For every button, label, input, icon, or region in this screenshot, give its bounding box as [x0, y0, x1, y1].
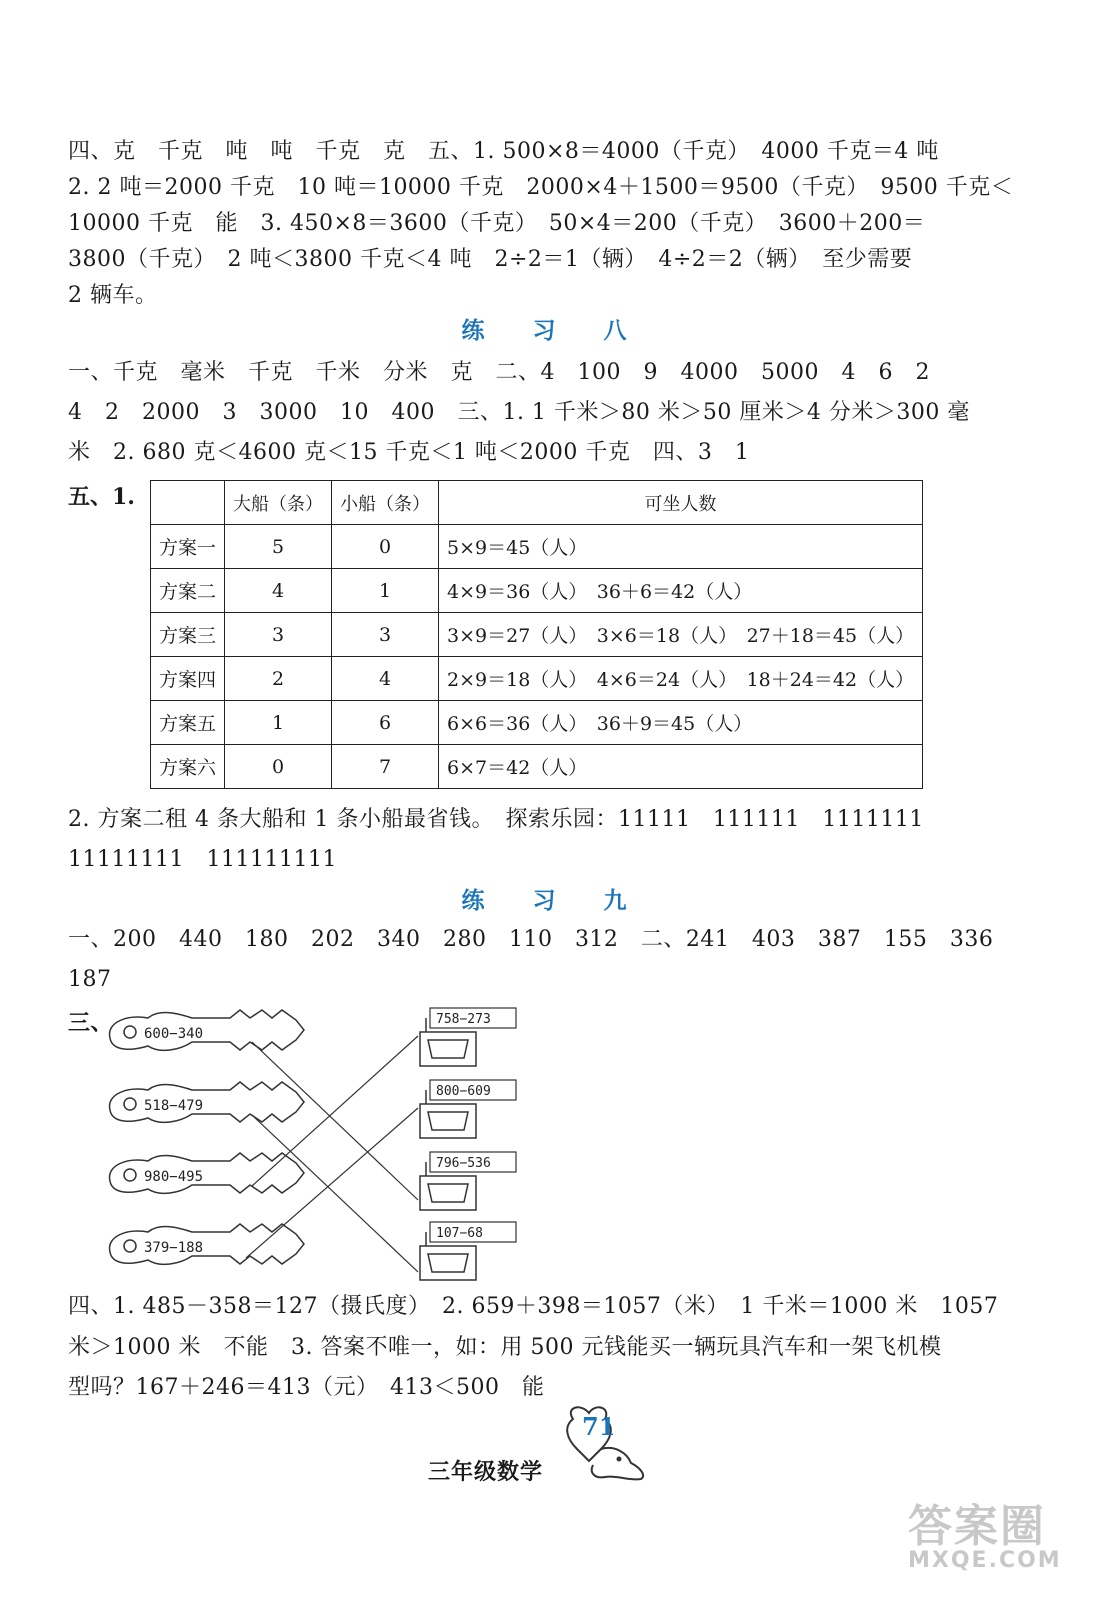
- table-row: [151, 525, 923, 569]
- boat-plan-table: [150, 480, 923, 789]
- answer-line: 米 2. 680 克＜4600 克＜15 千克＜1 吨＜2000 千克 四、3 1: [68, 440, 750, 465]
- lock-label: 107−68: [436, 1226, 483, 1241]
- table-cell: 方案三: [151, 613, 225, 657]
- table-row: [151, 613, 923, 657]
- table-cell: 方案四: [151, 657, 225, 701]
- answer-line: 4 2 2000 3 3000 10 400 三、1. 1 千米＞80 米＞50 厘米＞4 分米＞300 毫: [68, 400, 970, 425]
- table-cell: 方案六: [151, 745, 225, 789]
- lock-icon: [420, 1152, 516, 1210]
- table-cell: 方案二: [151, 569, 225, 613]
- answer-line: 型吗？167＋246＝413（元） 413＜500 能: [68, 1375, 545, 1400]
- table-cell: 方案五: [151, 701, 225, 745]
- table-row: [151, 745, 923, 789]
- lock-icon: [420, 1008, 516, 1066]
- table-cell: 3: [332, 613, 439, 657]
- table-cell: 4×9＝36（人） 36＋6＝42（人）: [439, 569, 923, 613]
- answer-line: 米＞1000 米 不能 3. 答案不唯一，如：用 500 元钱能买一辆玩具汽车和一架飞机模: [68, 1335, 942, 1360]
- table-cell: 5×9＝45（人）: [439, 525, 923, 569]
- table-cell: 1: [225, 701, 332, 745]
- lock-icon: [420, 1222, 516, 1280]
- key-icon: [110, 1082, 304, 1122]
- table-cell: 3×9＝27（人） 3×6＝18（人） 27＋18＝45（人）: [439, 613, 923, 657]
- key-label: 379−188: [144, 1240, 204, 1256]
- table-cell: 7: [332, 745, 439, 789]
- key-icon: [110, 1153, 304, 1193]
- lock-icon: [420, 1080, 516, 1138]
- match-line: [246, 1108, 418, 1258]
- table-header-cell: 可坐人数: [439, 481, 923, 525]
- table-cell: 5: [225, 525, 332, 569]
- table-cell: 2×9＝18（人） 4×6＝24（人） 18＋24＝42（人）: [439, 657, 923, 701]
- match-line: [252, 1042, 418, 1200]
- match-line: [252, 1036, 418, 1186]
- key-label: 518−479: [144, 1098, 204, 1114]
- key-lock-matching-diagram: [100, 1000, 520, 1290]
- answer-line: 11111111 111111111: [68, 847, 337, 872]
- answer-line: 2. 方案二租 4 条大船和 1 条小船最省钱。 探索乐园：11111 111111 1111111: [68, 807, 924, 832]
- table-row: [151, 657, 923, 701]
- section-heading-exercise-8: 练 习 八: [461, 318, 647, 344]
- table-header-cell: 大船（条）: [225, 481, 332, 525]
- table-cell: 0: [225, 745, 332, 789]
- answer-line: 187: [68, 967, 112, 992]
- table-row: [151, 569, 923, 613]
- watermark-text: 答案圈: [908, 1501, 1046, 1552]
- table-cell: 0: [332, 525, 439, 569]
- key-label: 980−495: [144, 1169, 204, 1185]
- answer-line: 四、1. 485－358＝127（摄氏度） 2. 659＋398＝1057（米） 1 千米＝1000 米 1057: [68, 1294, 999, 1319]
- lock-label: 800−609: [436, 1084, 491, 1099]
- table-cell: 4: [225, 569, 332, 613]
- answer-line: 2. 2 吨＝2000 千克 10 吨＝10000 千克 2000×4＋1500＝9500（千克） 9500 千克＜: [68, 175, 1014, 200]
- table-cell: 1: [332, 569, 439, 613]
- book-title: 三年级数学: [428, 1460, 544, 1485]
- table-cell: 3: [225, 613, 332, 657]
- answer-line: 10000 千克 能 3. 450×8＝3600（千克） 50×4＝200（千克） 3600＋200＝: [68, 211, 926, 236]
- answer-line: 一、千克 毫米 千克 千米 分米 克 二、4 100 9 4000 5000 4 6 2: [68, 360, 930, 385]
- answer-line: 四、克 千克 吨 吨 千克 克 五、1. 500×8＝4000（千克） 4000 千克＝4 吨: [68, 139, 939, 164]
- match-line: [252, 1115, 418, 1272]
- section-heading-exercise-9: 练 习 九: [461, 888, 647, 914]
- key-icon: [110, 1010, 304, 1050]
- table-header-cell: 小船（条）: [332, 481, 439, 525]
- watermark: [908, 1490, 1098, 1573]
- key-icon: [110, 1224, 304, 1264]
- table-cell: 6: [332, 701, 439, 745]
- answer-line: 3800（千克） 2 吨＜3800 千克＜4 吨 2÷2＝1（辆） 4÷2＝2（辆） 至少需要: [68, 247, 913, 272]
- table-cell: 方案一: [151, 525, 225, 569]
- table-cell: 2: [225, 657, 332, 701]
- table-row: [151, 701, 923, 745]
- table-cell: 6×7＝42（人）: [439, 745, 923, 789]
- page-number: 71: [582, 1412, 616, 1441]
- lock-label: 758−273: [436, 1012, 491, 1027]
- table-header-row: [151, 481, 923, 525]
- watermark-url: MXQE.COM: [908, 1548, 1062, 1573]
- table-cell: 4: [332, 657, 439, 701]
- lock-label: 796−536: [436, 1156, 491, 1171]
- key-label: 600−340: [144, 1026, 204, 1042]
- answer-line: 一、200 440 180 202 340 280 110 312 二、241 403 387 155 336: [68, 927, 994, 952]
- table-cell: 6×6＝36（人） 36＋9＝45（人）: [439, 701, 923, 745]
- section-5-label: 五、1.: [68, 484, 135, 510]
- answer-line: 2 辆车。: [68, 283, 158, 308]
- section-3-label: 三、: [68, 1010, 114, 1036]
- table-header-cell: [151, 481, 225, 525]
